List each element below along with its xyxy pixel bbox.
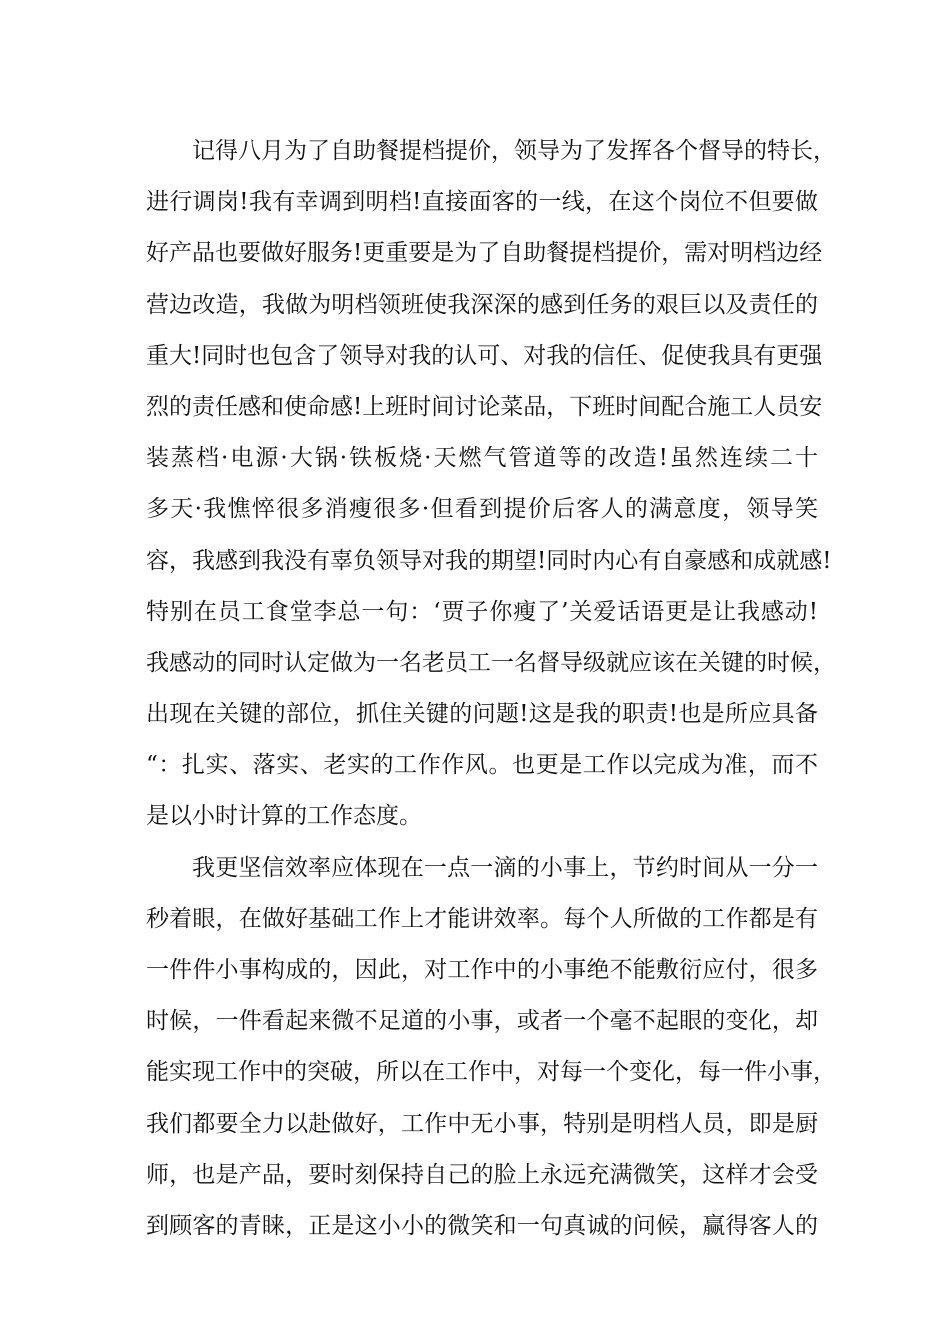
text-line: 能实现工作中的突破，所以在工作中，对每一个变化，每一件小事， [146, 1059, 836, 1086]
text-line: 我更坚信效率应体现在一点一滴的小事上，节约时间从一分一 [192, 854, 818, 881]
text-line: 烈的责任感和使命感!上班时间讨论菜品，下班时间配合施工人员安 [146, 393, 823, 420]
text-line: 多天·我憔悴很多消瘦很多·但看到提价后客人的满意度，领导笑 [146, 496, 818, 523]
text-line: “：扎实、落实、老实的工作作风。也更是工作以完成为准，而不 [146, 752, 818, 779]
text-line: 重大!同时也包含了领导对我的认可、对我的信任、促使我具有更强 [146, 342, 823, 369]
document-body [146, 126, 836, 1252]
text-line: 我感动的同时认定做为一名老员工一名督导级就应该在关键的时候， [146, 649, 836, 676]
paragraph-2 [146, 843, 836, 1253]
text-line: 出现在关键的部位，抓住关键的问题!这是我的职责!也是所应具备 [146, 701, 818, 728]
text-line: 好产品也要做好服务!更重要是为了自助餐提档提价，需对明档边经 [146, 240, 823, 267]
text-line: 营边改造，我做为明档领班使我深深的感到任务的艰巨以及责任的 [146, 291, 818, 318]
text-line: 时候，一件看起来微不足道的小事，或者一个毫不起眼的变化，却 [146, 1008, 818, 1035]
text-line: 装蒸档·电源·大锅·铁板烧·天燃气管道等的改造!虽然连续二十 [146, 445, 818, 472]
text-line: 容，我感到我没有辜负领导对我的期望!同时内心有自豪感和成就感! [146, 547, 832, 574]
text-line: 到顾客的青睐，正是这小小的微笑和一句真诚的问候，赢得客人的 [146, 1212, 818, 1239]
text-line: 秒着眼，在做好基础工作上才能讲效率。每个人所做的工作都是有 [146, 905, 818, 932]
text-line: 特别在员工食堂李总一句：‘贾子你瘦了’关爱话语更是让我感动! [146, 598, 818, 625]
text-line: 一件件小事构成的，因此，对工作中的小事绝不能敷衍应付，很多 [146, 957, 818, 983]
paragraph-1 [146, 126, 836, 843]
text-line: 师，也是产品，要时刻保持自己的脸上永远充满微笑，这样才会受 [146, 1161, 818, 1188]
text-line: 记得八月为了自助餐提档提价，领导为了发挥各个督导的特长， [192, 138, 836, 164]
text-line: 是以小时计算的工作态度。 [146, 803, 422, 830]
text-line: 进行调岗!我有幸调到明档!直接面客的一线，在这个岗位不但要做 [146, 189, 818, 216]
text-line: 我们都要全力以赴做好，工作中无小事，特别是明档人员，即是厨 [146, 1110, 818, 1137]
